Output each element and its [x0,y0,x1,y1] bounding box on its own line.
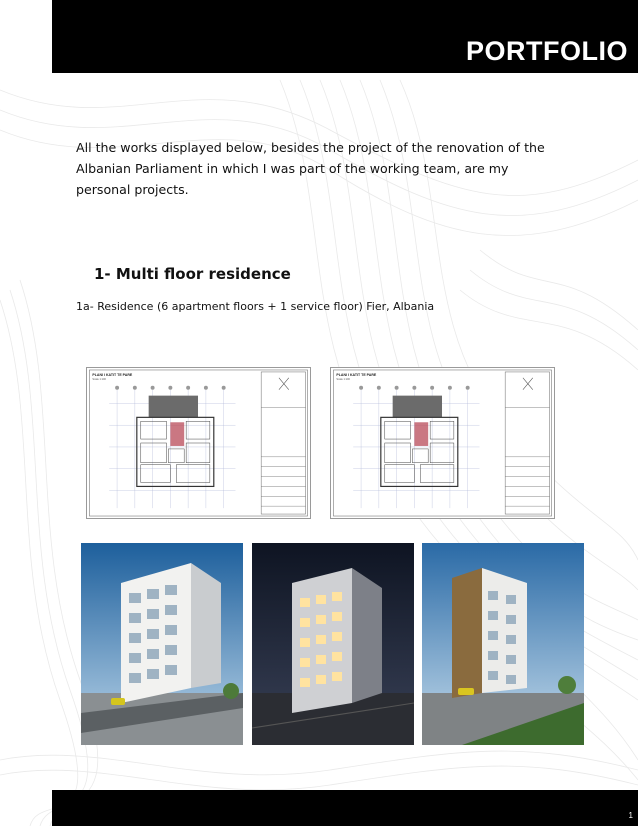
page-title: PORTFOLIO [466,36,628,66]
plan-title: PLANI I KATIT TE PARE [336,372,377,377]
plan-title: PLANI I KATIT TE PARE [92,372,133,377]
building-render-day-2 [422,543,584,745]
floor-plan-drawing-1 [86,367,311,519]
footer-band [52,790,638,826]
building-render-day-1 [81,543,243,745]
plan-subtitle: Scale 1:100 [336,377,350,381]
floor-plan-image [331,368,554,518]
plan-subtitle: Scale 1:100 [92,377,106,381]
project-subheading: 1a- Residence (6 apartment floors + 1 service floor) Fier, Albania [76,300,435,313]
page-number: 1 [628,811,633,820]
render-image [252,543,414,745]
render-image [81,543,243,745]
header-band [52,0,638,73]
floor-plan-drawing-2 [330,367,555,519]
floor-plan-image [87,368,310,518]
render-image [422,543,584,745]
intro-paragraph: All the works displayed below, besides the project of the renovation of the Albanian Parliament in which I was part of the working team, are my personal projects. [76,140,545,197]
building-render-night [252,543,414,745]
section-heading: 1- Multi floor residence [94,265,291,283]
